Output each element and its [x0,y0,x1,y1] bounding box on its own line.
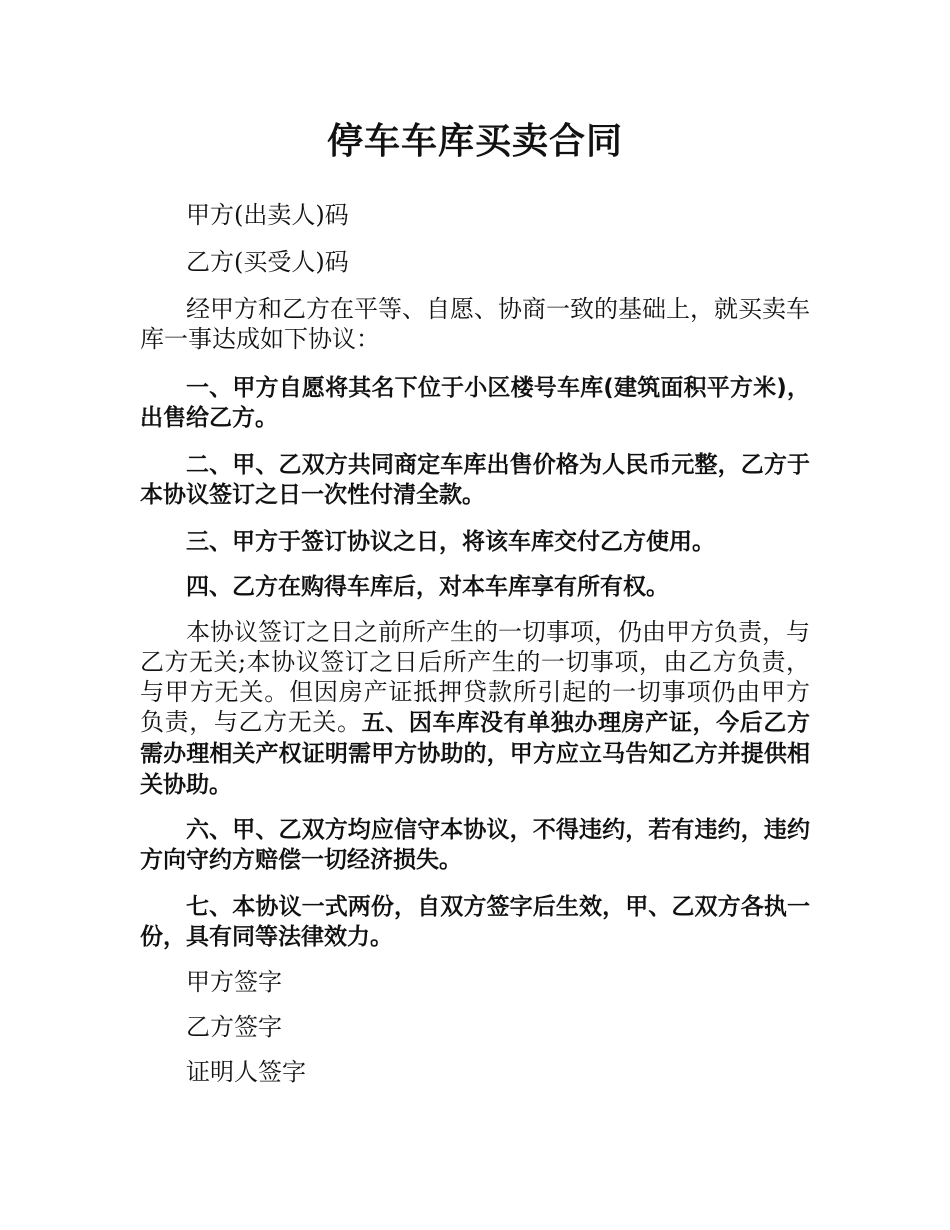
party-a-line: 甲方(出卖人)码 [186,201,349,229]
article-5: 五、因车库没有单独办理房产证，今后乙方需办理相关产权证明需甲方协助的，甲方应立马告知乙方并提供相关协助。 [140,710,811,798]
signature-party-a: 甲方签字 [186,968,282,996]
article-7: 七、本协议一式两份，自双方签字后生效，甲、乙双方各执一份，具有同等法律效力。 [140,894,810,950]
signature-party-b: 乙方签字 [186,1013,282,1041]
article-3: 三、甲方于签订协议之日，将该车库交付乙方使用。 [186,529,715,555]
intro-paragraph: 经甲方和乙方在平等、自愿、协商一致的基础上，就买卖车库一事达成如下协议： [140,295,810,353]
liability-text: 本协议签订之日之前所产生的一切事项，仍由甲方负责，与乙方无关;本协议签订之日后所产生的一切事项，由乙方负责，与甲方无关。但因房产证抵押贷款所引起的一切事项仍由甲方负责，与乙方无关。 [140,618,810,736]
signature-witness: 证明人签字 [186,1058,306,1086]
article-1: 一、甲方自愿将其名下位于小区楼号车库(建筑面积平方米)，出售给乙方。 [140,375,810,431]
article-4: 四、乙方在购得车库后，对本车库享有所有权。 [186,574,669,600]
liability-paragraph [140,617,810,800]
party-b-line: 乙方(买受人)码 [186,248,349,276]
document-page [140,0,810,1087]
article-6: 六、甲、乙双方均应信守本协议，不得违约，若有违约，违约方向守约方赔偿一切经济损失。 [140,817,810,873]
document-title: 停车车库买卖合同 [326,121,623,162]
article-2: 二、甲、乙双方共同商定车库出售价格为人民币元整，乙方于本协议签订之日一次性付清全款。 [140,452,810,508]
